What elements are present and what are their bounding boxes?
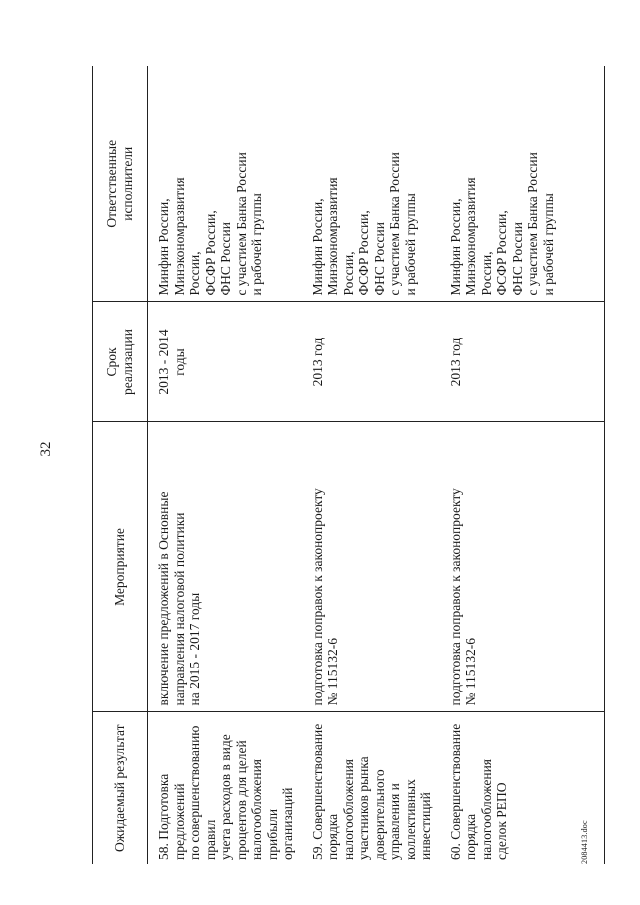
cell-result: 60. Совершенствование порядка налогообложения сделок РЕПО [440, 712, 605, 864]
header-measure: Мероприятие [93, 422, 148, 712]
header-expected-result: Ожидаемый результат [93, 712, 148, 864]
cell-result: 59. Совершенствование порядка налогообложения участников рынка доверительного управления и коллективных инвестиций [309, 723, 433, 860]
cell-term: 2013 год [440, 302, 605, 422]
cell-responsible: Минфин России, Минэкономразвития России, ФСФР России, ФНС России с участием Банка России и рабочей группы [148, 66, 302, 302]
header-responsible: Ответственные исполнители [93, 66, 148, 302]
header-term: Срок реализации [93, 302, 148, 422]
cell-result: 58. Подготовка предложений по совершенствованию правил учета расходов в виде процентов для целей налогообложения прибыли организаций [156, 725, 295, 860]
cell-term: 2013 год [302, 302, 440, 422]
cell-measure: подготовка поправок к законопроекту № 115132-6 [302, 422, 440, 712]
cell-measure: включение предложений в Основные направления налоговой политики на 2015 - 2017 годы [148, 422, 302, 712]
cell-responsible: Минфин России, Минэкономразвития России, ФСФР России, ФНС России с участием Банка России и рабочей группы [440, 66, 605, 302]
table-header-row [93, 66, 148, 864]
cell-measure: подготовка поправок к законопроекту № 115132-6 [440, 422, 605, 712]
table-row [148, 66, 302, 864]
table-row [440, 66, 605, 864]
page-number: 32 [38, 441, 54, 457]
measures-table [92, 66, 605, 864]
rotated-content [38, 34, 589, 864]
cell-responsible: Минфин России, Минэкономразвития России, ФСФР России, ФНС России с участием Банка России и рабочей группы [302, 66, 440, 302]
table-row [302, 66, 440, 864]
cell-term: 2013 - 2014 годы [148, 302, 302, 422]
footer-doc-code: 2084413.doc [580, 820, 589, 864]
